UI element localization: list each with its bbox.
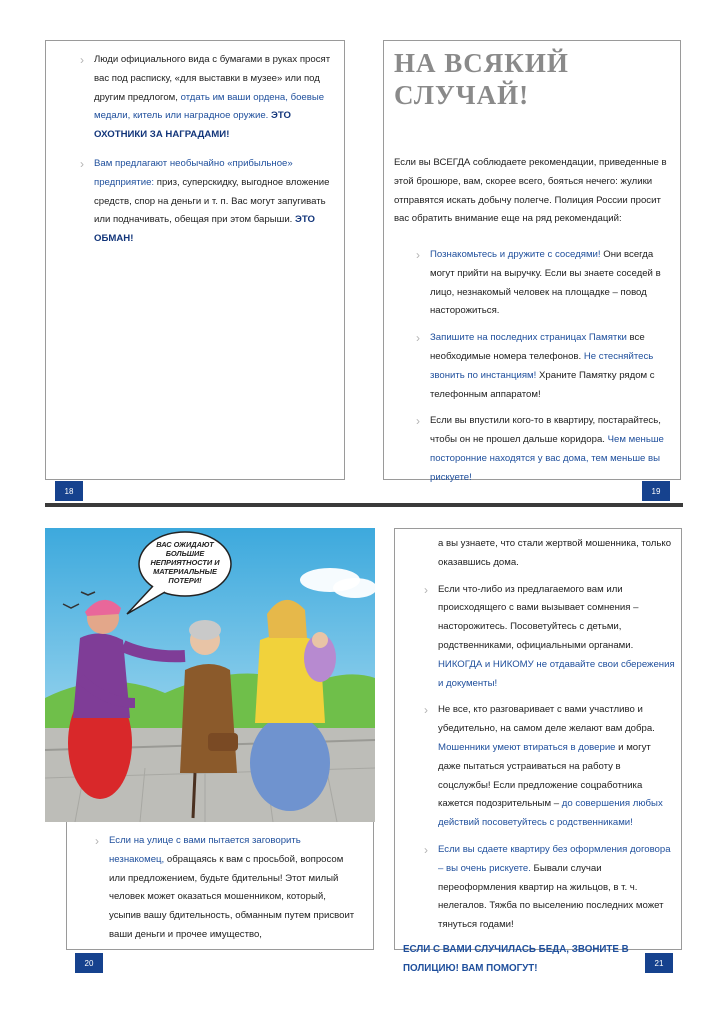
bullet-highlight: Вам предлагают необычайно «прибыльное» предприятие: — [94, 157, 293, 188]
illustration-street-scam — [45, 528, 375, 822]
bullet-highlight: Запишите на последних страницах Памятки — [430, 332, 627, 344]
page-18 — [45, 40, 345, 480]
bullet-text: все необходимые номера телефонов. — [430, 332, 645, 362]
bullet-award-hunters — [80, 51, 335, 145]
page-number-19: 19 — [642, 481, 670, 501]
bullet-text: приз, суперскидку, выгодное вложение средств, спор на деньги и т. п. Вас могут запугивать или подначивать, обещая при этом барыши. — [94, 176, 330, 226]
page-number-18: 18 — [55, 481, 83, 501]
spread-divider — [45, 503, 683, 507]
page-number-20: 20 — [75, 953, 103, 973]
bullet-highlight: Познакомьтесь и дружите с соседями! — [430, 249, 601, 260]
bullet-highlight: Если вы сдаете квартиру без оформления договора – вы очень рискуете. — [438, 843, 671, 874]
bullet-neighbors — [416, 246, 674, 321]
bullet-text: Люди официального вида с бумагами в руках просят вас под расписку, «для выставки в музее» или под другим предлогом, — [94, 54, 331, 103]
bullet-highlight: Не стесняйтесь звонить по инстанциям! — [430, 350, 654, 381]
title-line-1: НА ВСЯКИЙ — [394, 48, 569, 78]
bullet-highlight: НИКОГДА и НИКОМУ не отдавайте свои сбережения и документы! — [438, 658, 675, 689]
warning-text: ЭТО ОБМАН! — [94, 214, 315, 245]
bullet-text: Если вы впустили кого-то в квартиру, постарайтесь, чтобы он не прошел дальше коридора. — [430, 415, 661, 446]
bullet-fraud-offer — [80, 155, 335, 249]
title-line-2: СЛУЧАЙ! — [394, 80, 530, 110]
bullet-phone-numbers — [416, 329, 674, 404]
bullet-apartment-rent — [424, 841, 675, 935]
bullet-corridor — [416, 412, 674, 487]
bullet-text: Они всегда могут прийти на выручку. Если вы знаете соседей в лицо, незнакомый человек на площадке – повод насторожиться. — [430, 249, 661, 317]
page-19 — [383, 40, 681, 483]
continued-text: а вы узнаете, что стали жертвой мошенника, только оказавшись дома. — [438, 538, 672, 568]
bullet-text: Бывали случаи переоформления квартир на жильцов, в т. ч. нелегалов. Тяжба по выселению последних может тянуться годами! — [438, 862, 664, 931]
page-number-21: 21 — [645, 953, 673, 973]
speech-bubble-text: ВАС ОЖИДАЮТ БОЛЬШИЕ НЕПРИЯТНОСТИ И МАТЕРИАЛЬНЫЕ ПОТЕРИ! — [150, 540, 220, 585]
intro-paragraph: Если вы ВСЕГДА соблюдаете рекомендации, приведенные в этой брошюре, вам, скорее всего, бояться нечего: жулики отправятся искать добычу полегче. Полиция России просит вас обратить внимание еще на ряд рекомендаций: — [394, 157, 667, 225]
bullet-highlight: Чем меньше посторонние находятся у вас дома, тем меньше вы рискуете! — [430, 434, 664, 483]
police-call-footer: ЕСЛИ С ВАМИ СЛУЧИЛАСЬ БЕДА, ЗВОНИТЕ В ПОЛИЦИЮ! ВАМ ПОМОГУТ! — [403, 943, 629, 974]
bullet-text: Храните Памятку рядом с телефонным аппаратом! — [430, 369, 655, 400]
page-title — [394, 47, 569, 111]
bullet-social-workers — [424, 701, 675, 833]
bullet-highlight: отдать им ваши ордена, боевые медали, китель или наградное оружие. — [94, 91, 325, 122]
bullet-highlight: до совершения любых действий посоветуйтесь с родственниками! — [438, 798, 663, 829]
bullet-highlight: Мошенники умеют втираться в доверие — [438, 741, 616, 753]
bullet-stranger-on-street — [95, 832, 355, 945]
bullet-doubts — [424, 581, 675, 694]
bullet-text: и могут даже пытаться устраиваться на работу в соцслужбы! Если предложение соцработника кажется подозрительным – — [438, 741, 651, 810]
bullet-highlight: Если на улице с вами пытается заговорить незнакомец, — [109, 835, 301, 865]
bullet-text: обращаясь к вам с просьбой, вопросом или предложением, будьте бдительны! Этот милый человек может оказаться мошенником, который, усыпив вашу бдительность, обманным путем присвоит ваши деньги и прочее имущество, — [109, 853, 355, 940]
bullet-text: Не все, кто разговаривает с вами участливо и убедительно, на самом деле желают вам добра. — [438, 704, 655, 735]
bullet-text: Если что-либо из предлагаемого вам или происходящего с вами вызывает сомнения – насторожитесь. Посоветуйтесь с детьми, родственниками, официальными органами. — [438, 583, 639, 651]
warning-text: ЭТО ОХОТНИКИ ЗА НАГРАДАМИ! — [94, 110, 291, 141]
